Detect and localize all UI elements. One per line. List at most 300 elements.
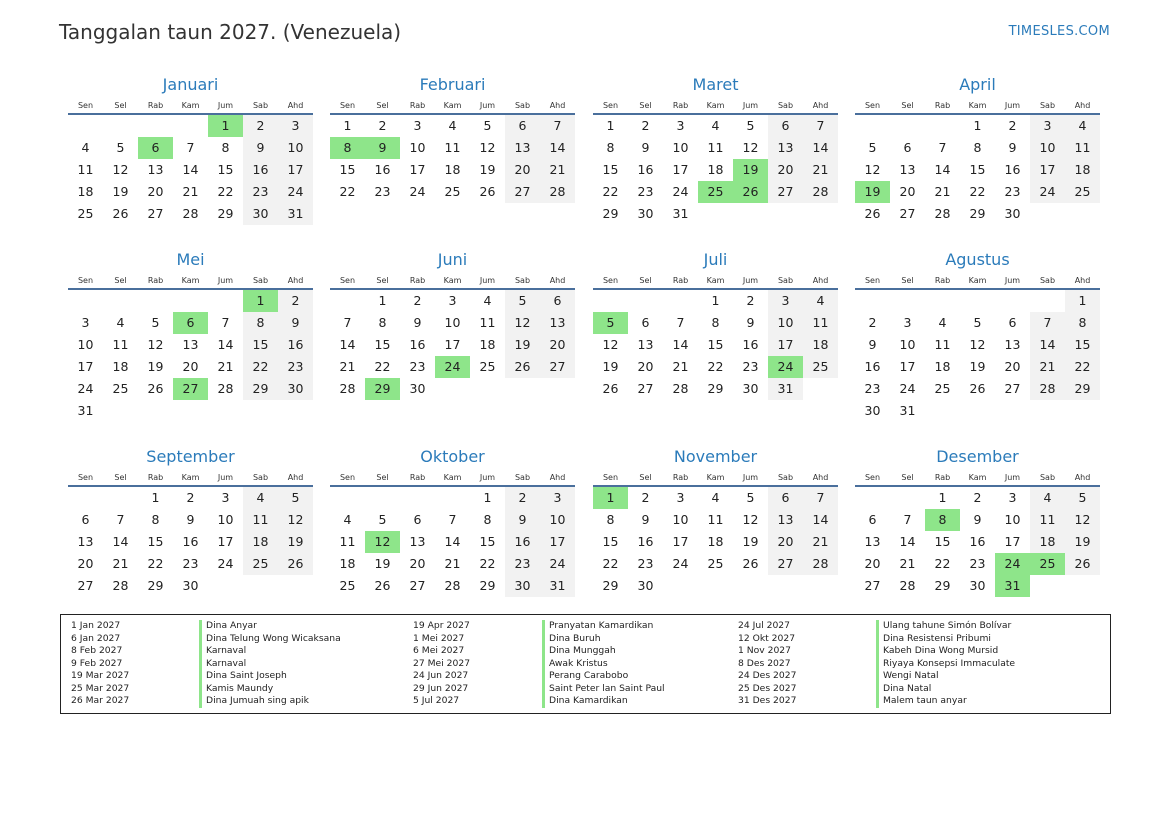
- day-cell[interactable]: 28: [112, 578, 129, 593]
- day-cell[interactable]: 1: [1065, 290, 1100, 312]
- day-cell[interactable]: 27: [147, 206, 164, 221]
- day-cell[interactable]: 4: [711, 490, 720, 505]
- day-cell[interactable]: 29: [602, 578, 619, 593]
- day-cell[interactable]: 12: [1065, 509, 1100, 531]
- day-cell[interactable]: 6: [768, 487, 803, 509]
- day-cell[interactable]: 5: [1065, 487, 1100, 509]
- day-cell[interactable]: 1: [938, 490, 947, 505]
- day-cell[interactable]: 27: [77, 578, 94, 593]
- day-cell[interactable]: 16: [409, 337, 426, 352]
- day-cell[interactable]: 9: [365, 137, 400, 159]
- day-cell[interactable]: 12: [505, 312, 540, 334]
- day-cell[interactable]: 2: [186, 490, 195, 505]
- day-cell[interactable]: 19: [147, 359, 164, 374]
- day-cell[interactable]: 6: [768, 115, 803, 137]
- day-cell[interactable]: 28: [803, 181, 838, 203]
- day-cell[interactable]: 5: [746, 118, 755, 133]
- day-cell[interactable]: 10: [672, 140, 689, 155]
- day-cell[interactable]: 2: [868, 315, 877, 330]
- day-cell[interactable]: 27: [864, 578, 881, 593]
- day-cell[interactable]: 29: [217, 206, 234, 221]
- day-cell[interactable]: 20: [540, 334, 575, 356]
- day-cell[interactable]: 25: [803, 356, 838, 378]
- day-cell[interactable]: 7: [1030, 312, 1065, 334]
- day-cell[interactable]: 30: [969, 578, 986, 593]
- day-cell[interactable]: 21: [444, 556, 461, 571]
- day-cell[interactable]: 21: [899, 556, 916, 571]
- day-cell[interactable]: 13: [147, 162, 164, 177]
- day-cell[interactable]: 18: [707, 534, 724, 549]
- day-cell[interactable]: 27: [540, 356, 575, 378]
- day-cell[interactable]: 21: [217, 359, 234, 374]
- day-cell[interactable]: 23: [505, 553, 540, 575]
- day-cell[interactable]: 26: [374, 578, 391, 593]
- day-cell[interactable]: 23: [278, 356, 313, 378]
- day-cell[interactable]: 6: [413, 512, 422, 527]
- day-cell[interactable]: 21: [182, 184, 199, 199]
- day-cell[interactable]: 21: [934, 184, 951, 199]
- day-cell[interactable]: 10: [444, 315, 461, 330]
- day-cell[interactable]: 1: [606, 118, 615, 133]
- day-cell[interactable]: 19: [112, 184, 129, 199]
- day-cell[interactable]: 6: [641, 315, 650, 330]
- day-cell[interactable]: 29: [1065, 378, 1100, 400]
- day-cell[interactable]: 26: [112, 206, 129, 221]
- day-cell[interactable]: 14: [112, 534, 129, 549]
- day-cell[interactable]: 9: [1008, 140, 1017, 155]
- day-cell[interactable]: 2: [641, 118, 650, 133]
- day-cell[interactable]: 30: [1004, 206, 1021, 221]
- day-cell[interactable]: 28: [444, 578, 461, 593]
- day-cell[interactable]: 15: [243, 334, 278, 356]
- day-cell[interactable]: 28: [1030, 378, 1065, 400]
- day-cell[interactable]: 2: [278, 290, 313, 312]
- day-cell[interactable]: 16: [243, 159, 278, 181]
- day-cell[interactable]: 20: [147, 184, 164, 199]
- day-cell[interactable]: 7: [676, 315, 685, 330]
- day-cell[interactable]: 13: [899, 162, 916, 177]
- day-cell[interactable]: 14: [540, 137, 575, 159]
- day-cell[interactable]: 9: [746, 315, 755, 330]
- day-cell[interactable]: 22: [707, 359, 724, 374]
- day-cell[interactable]: 14: [444, 534, 461, 549]
- day-cell[interactable]: 23: [182, 556, 199, 571]
- day-cell[interactable]: 29: [934, 578, 951, 593]
- day-cell[interactable]: 9: [413, 315, 422, 330]
- day-cell[interactable]: 17: [77, 359, 94, 374]
- day-cell[interactable]: 22: [1065, 356, 1100, 378]
- day-cell[interactable]: 19: [855, 181, 890, 203]
- day-cell[interactable]: 2: [973, 490, 982, 505]
- day-cell[interactable]: 16: [969, 534, 986, 549]
- day-cell[interactable]: 18: [479, 337, 496, 352]
- day-cell[interactable]: 11: [77, 162, 94, 177]
- day-cell[interactable]: 6: [1008, 315, 1017, 330]
- day-cell[interactable]: 26: [147, 381, 164, 396]
- day-cell[interactable]: 21: [339, 359, 356, 374]
- day-cell[interactable]: 31: [672, 206, 689, 221]
- day-cell[interactable]: 12: [742, 140, 759, 155]
- day-cell[interactable]: 30: [243, 203, 278, 225]
- day-cell[interactable]: 28: [672, 381, 689, 396]
- day-cell[interactable]: 14: [934, 162, 951, 177]
- day-cell[interactable]: 27: [899, 206, 916, 221]
- day-cell[interactable]: 20: [505, 159, 540, 181]
- day-cell[interactable]: 16: [864, 359, 881, 374]
- day-cell[interactable]: 10: [899, 337, 916, 352]
- day-cell[interactable]: 1: [378, 293, 387, 308]
- day-cell[interactable]: 14: [899, 534, 916, 549]
- day-cell[interactable]: 22: [339, 184, 356, 199]
- day-cell[interactable]: 22: [243, 356, 278, 378]
- day-cell[interactable]: 21: [803, 531, 838, 553]
- day-cell[interactable]: 26: [969, 381, 986, 396]
- day-cell[interactable]: 30: [637, 578, 654, 593]
- day-cell[interactable]: 20: [899, 184, 916, 199]
- day-cell[interactable]: 6: [903, 140, 912, 155]
- day-cell[interactable]: 24: [409, 184, 426, 199]
- day-cell[interactable]: 15: [479, 534, 496, 549]
- day-cell[interactable]: 24: [672, 184, 689, 199]
- day-cell[interactable]: 5: [116, 140, 125, 155]
- day-cell[interactable]: 12: [969, 337, 986, 352]
- day-cell[interactable]: 27: [768, 181, 803, 203]
- day-cell[interactable]: 24: [899, 381, 916, 396]
- day-cell[interactable]: 19: [278, 531, 313, 553]
- day-cell[interactable]: 18: [803, 334, 838, 356]
- day-cell[interactable]: 1: [973, 118, 982, 133]
- day-cell[interactable]: 22: [479, 556, 496, 571]
- day-cell[interactable]: 12: [864, 162, 881, 177]
- day-cell[interactable]: 3: [413, 118, 422, 133]
- day-cell[interactable]: 19: [374, 556, 391, 571]
- day-cell[interactable]: 6: [81, 512, 90, 527]
- day-cell[interactable]: 5: [278, 487, 313, 509]
- day-cell[interactable]: 4: [343, 512, 352, 527]
- day-cell[interactable]: 23: [409, 359, 426, 374]
- day-cell[interactable]: 7: [803, 115, 838, 137]
- day-cell[interactable]: 8: [973, 140, 982, 155]
- day-cell[interactable]: 1: [243, 290, 278, 312]
- day-cell[interactable]: 17: [1030, 159, 1065, 181]
- day-cell[interactable]: 10: [278, 137, 313, 159]
- day-cell[interactable]: 24: [278, 181, 313, 203]
- day-cell[interactable]: 23: [637, 184, 654, 199]
- day-cell[interactable]: 12: [479, 140, 496, 155]
- day-cell[interactable]: 28: [934, 206, 951, 221]
- day-cell[interactable]: 17: [1004, 534, 1021, 549]
- day-cell[interactable]: 24: [672, 556, 689, 571]
- day-cell[interactable]: 11: [707, 140, 724, 155]
- day-cell[interactable]: 2: [378, 118, 387, 133]
- day-cell[interactable]: 20: [182, 359, 199, 374]
- day-cell[interactable]: 24: [435, 356, 470, 378]
- day-cell[interactable]: 2: [505, 487, 540, 509]
- day-cell[interactable]: 9: [505, 509, 540, 531]
- day-cell[interactable]: 8: [925, 509, 960, 531]
- day-cell[interactable]: 11: [707, 512, 724, 527]
- day-cell[interactable]: 26: [505, 356, 540, 378]
- day-cell[interactable]: 4: [1065, 115, 1100, 137]
- day-cell[interactable]: 16: [742, 337, 759, 352]
- day-cell[interactable]: 3: [81, 315, 90, 330]
- day-cell[interactable]: 2: [746, 293, 755, 308]
- day-cell[interactable]: 8: [330, 137, 365, 159]
- day-cell[interactable]: 8: [1065, 312, 1100, 334]
- day-cell[interactable]: 16: [374, 162, 391, 177]
- day-cell[interactable]: 13: [409, 534, 426, 549]
- day-cell[interactable]: 23: [1004, 184, 1021, 199]
- day-cell[interactable]: 20: [864, 556, 881, 571]
- day-cell[interactable]: 20: [768, 159, 803, 181]
- day-cell[interactable]: 31: [995, 575, 1030, 597]
- day-cell[interactable]: 11: [803, 312, 838, 334]
- day-cell[interactable]: 30: [278, 378, 313, 400]
- day-cell[interactable]: 22: [934, 556, 951, 571]
- day-cell[interactable]: 5: [746, 490, 755, 505]
- day-cell[interactable]: 6: [540, 290, 575, 312]
- day-cell[interactable]: 3: [903, 315, 912, 330]
- day-cell[interactable]: 7: [221, 315, 230, 330]
- day-cell[interactable]: 26: [742, 556, 759, 571]
- day-cell[interactable]: 7: [803, 487, 838, 509]
- day-cell[interactable]: 28: [803, 553, 838, 575]
- day-cell[interactable]: 10: [768, 312, 803, 334]
- day-cell[interactable]: 25: [339, 578, 356, 593]
- day-cell[interactable]: 8: [711, 315, 720, 330]
- day-cell[interactable]: 30: [409, 381, 426, 396]
- day-cell[interactable]: 17: [672, 162, 689, 177]
- day-cell[interactable]: 24: [1030, 181, 1065, 203]
- day-cell[interactable]: 23: [969, 556, 986, 571]
- day-cell[interactable]: 2: [243, 115, 278, 137]
- day-cell[interactable]: 4: [243, 487, 278, 509]
- day-cell[interactable]: 25: [479, 359, 496, 374]
- day-cell[interactable]: 4: [483, 293, 492, 308]
- day-cell[interactable]: 18: [112, 359, 129, 374]
- day-cell[interactable]: 21: [540, 159, 575, 181]
- day-cell[interactable]: 5: [151, 315, 160, 330]
- day-cell[interactable]: 19: [733, 159, 768, 181]
- day-cell[interactable]: 2: [1008, 118, 1017, 133]
- day-cell[interactable]: 8: [483, 512, 492, 527]
- day-cell[interactable]: 28: [899, 578, 916, 593]
- day-cell[interactable]: 4: [81, 140, 90, 155]
- day-cell[interactable]: 18: [77, 184, 94, 199]
- day-cell[interactable]: 1: [151, 490, 160, 505]
- day-cell[interactable]: 3: [768, 290, 803, 312]
- day-cell[interactable]: 9: [641, 140, 650, 155]
- day-cell[interactable]: 9: [243, 137, 278, 159]
- day-cell[interactable]: 19: [602, 359, 619, 374]
- day-cell[interactable]: 10: [77, 337, 94, 352]
- day-cell[interactable]: 14: [339, 337, 356, 352]
- day-cell[interactable]: 7: [186, 140, 195, 155]
- day-cell[interactable]: 13: [768, 509, 803, 531]
- day-cell[interactable]: 17: [540, 531, 575, 553]
- day-cell[interactable]: 25: [934, 381, 951, 396]
- day-cell[interactable]: 29: [147, 578, 164, 593]
- day-cell[interactable]: 25: [444, 184, 461, 199]
- day-cell[interactable]: 30: [864, 403, 881, 418]
- day-cell[interactable]: 13: [77, 534, 94, 549]
- day-cell[interactable]: 17: [444, 337, 461, 352]
- day-cell[interactable]: 15: [147, 534, 164, 549]
- site-link[interactable]: TIMESLES.COM: [1008, 24, 1110, 39]
- day-cell[interactable]: 8: [221, 140, 230, 155]
- day-cell[interactable]: 26: [602, 381, 619, 396]
- day-cell[interactable]: 12: [602, 337, 619, 352]
- day-cell[interactable]: 15: [339, 162, 356, 177]
- day-cell[interactable]: 26: [1065, 553, 1100, 575]
- day-cell[interactable]: 25: [243, 553, 278, 575]
- day-cell[interactable]: 4: [116, 315, 125, 330]
- day-cell[interactable]: 13: [637, 337, 654, 352]
- day-cell[interactable]: 4: [938, 315, 947, 330]
- day-cell[interactable]: 17: [409, 162, 426, 177]
- day-cell[interactable]: 10: [409, 140, 426, 155]
- day-cell[interactable]: 28: [217, 381, 234, 396]
- day-cell[interactable]: 12: [278, 509, 313, 531]
- day-cell[interactable]: 13: [182, 337, 199, 352]
- day-cell[interactable]: 29: [602, 206, 619, 221]
- day-cell[interactable]: 23: [864, 381, 881, 396]
- day-cell[interactable]: 1: [711, 293, 720, 308]
- day-cell[interactable]: 23: [742, 359, 759, 374]
- day-cell[interactable]: 27: [768, 553, 803, 575]
- day-cell[interactable]: 28: [540, 181, 575, 203]
- day-cell[interactable]: 3: [278, 115, 313, 137]
- day-cell[interactable]: 6: [138, 137, 173, 159]
- day-cell[interactable]: 24: [77, 381, 94, 396]
- day-cell[interactable]: 30: [182, 578, 199, 593]
- day-cell[interactable]: 19: [479, 162, 496, 177]
- day-cell[interactable]: 15: [602, 534, 619, 549]
- day-cell[interactable]: 12: [147, 337, 164, 352]
- day-cell[interactable]: 11: [339, 534, 356, 549]
- day-cell[interactable]: 3: [448, 293, 457, 308]
- day-cell[interactable]: 11: [243, 509, 278, 531]
- day-cell[interactable]: 25: [707, 556, 724, 571]
- day-cell[interactable]: 25: [112, 381, 129, 396]
- day-cell[interactable]: 21: [672, 359, 689, 374]
- day-cell[interactable]: 27: [505, 181, 540, 203]
- day-cell[interactable]: 31: [77, 403, 94, 418]
- day-cell[interactable]: 14: [217, 337, 234, 352]
- day-cell[interactable]: 4: [711, 118, 720, 133]
- day-cell[interactable]: 28: [339, 381, 356, 396]
- day-cell[interactable]: 7: [540, 115, 575, 137]
- day-cell[interactable]: 1: [483, 490, 492, 505]
- day-cell[interactable]: 7: [116, 512, 125, 527]
- day-cell[interactable]: 11: [934, 337, 951, 352]
- day-cell[interactable]: 20: [77, 556, 94, 571]
- day-cell[interactable]: 24: [217, 556, 234, 571]
- day-cell[interactable]: 15: [602, 162, 619, 177]
- day-cell[interactable]: 26: [278, 553, 313, 575]
- day-cell[interactable]: 25: [698, 181, 733, 203]
- day-cell[interactable]: 14: [672, 337, 689, 352]
- day-cell[interactable]: 1: [208, 115, 243, 137]
- day-cell[interactable]: 14: [803, 509, 838, 531]
- day-cell[interactable]: 15: [217, 162, 234, 177]
- day-cell[interactable]: 27: [1004, 381, 1021, 396]
- day-cell[interactable]: 22: [969, 184, 986, 199]
- day-cell[interactable]: 18: [1065, 159, 1100, 181]
- day-cell[interactable]: 16: [1004, 162, 1021, 177]
- day-cell[interactable]: 11: [479, 315, 496, 330]
- day-cell[interactable]: 12: [365, 531, 400, 553]
- day-cell[interactable]: 7: [903, 512, 912, 527]
- day-cell[interactable]: 19: [969, 359, 986, 374]
- day-cell[interactable]: 9: [278, 312, 313, 334]
- day-cell[interactable]: 16: [182, 534, 199, 549]
- day-cell[interactable]: 1: [343, 118, 352, 133]
- day-cell[interactable]: 1: [593, 487, 628, 509]
- day-cell[interactable]: 15: [707, 337, 724, 352]
- day-cell[interactable]: 20: [768, 531, 803, 553]
- day-cell[interactable]: 8: [606, 512, 615, 527]
- day-cell[interactable]: 2: [641, 490, 650, 505]
- day-cell[interactable]: 29: [969, 206, 986, 221]
- day-cell[interactable]: 8: [243, 312, 278, 334]
- day-cell[interactable]: 3: [676, 118, 685, 133]
- day-cell[interactable]: 18: [444, 162, 461, 177]
- day-cell[interactable]: 7: [938, 140, 947, 155]
- day-cell[interactable]: 5: [868, 140, 877, 155]
- day-cell[interactable]: 6: [868, 512, 877, 527]
- day-cell[interactable]: 15: [1065, 334, 1100, 356]
- day-cell[interactable]: 19: [505, 334, 540, 356]
- day-cell[interactable]: 22: [147, 556, 164, 571]
- day-cell[interactable]: 9: [973, 512, 982, 527]
- day-cell[interactable]: 22: [602, 184, 619, 199]
- day-cell[interactable]: 24: [768, 356, 803, 378]
- day-cell[interactable]: 13: [768, 137, 803, 159]
- day-cell[interactable]: 11: [1030, 509, 1065, 531]
- day-cell[interactable]: 16: [637, 162, 654, 177]
- day-cell[interactable]: 29: [243, 378, 278, 400]
- day-cell[interactable]: 23: [637, 556, 654, 571]
- day-cell[interactable]: 11: [444, 140, 461, 155]
- day-cell[interactable]: 9: [186, 512, 195, 527]
- day-cell[interactable]: 31: [768, 378, 803, 400]
- day-cell[interactable]: 13: [1004, 337, 1021, 352]
- day-cell[interactable]: 26: [479, 184, 496, 199]
- day-cell[interactable]: 9: [641, 512, 650, 527]
- day-cell[interactable]: 14: [1030, 334, 1065, 356]
- day-cell[interactable]: 30: [742, 381, 759, 396]
- day-cell[interactable]: 10: [1004, 512, 1021, 527]
- day-cell[interactable]: 20: [637, 359, 654, 374]
- day-cell[interactable]: 19: [1065, 531, 1100, 553]
- day-cell[interactable]: 23: [243, 181, 278, 203]
- day-cell[interactable]: 30: [505, 575, 540, 597]
- day-cell[interactable]: 29: [707, 381, 724, 396]
- day-cell[interactable]: 27: [637, 381, 654, 396]
- day-cell[interactable]: 18: [707, 162, 724, 177]
- day-cell[interactable]: 21: [112, 556, 129, 571]
- day-cell[interactable]: 23: [374, 184, 391, 199]
- day-cell[interactable]: 4: [448, 118, 457, 133]
- day-cell[interactable]: 15: [934, 534, 951, 549]
- day-cell[interactable]: 17: [278, 159, 313, 181]
- day-cell[interactable]: 30: [637, 206, 654, 221]
- day-cell[interactable]: 5: [378, 512, 387, 527]
- day-cell[interactable]: 11: [1065, 137, 1100, 159]
- day-cell[interactable]: 26: [733, 181, 768, 203]
- day-cell[interactable]: 18: [934, 359, 951, 374]
